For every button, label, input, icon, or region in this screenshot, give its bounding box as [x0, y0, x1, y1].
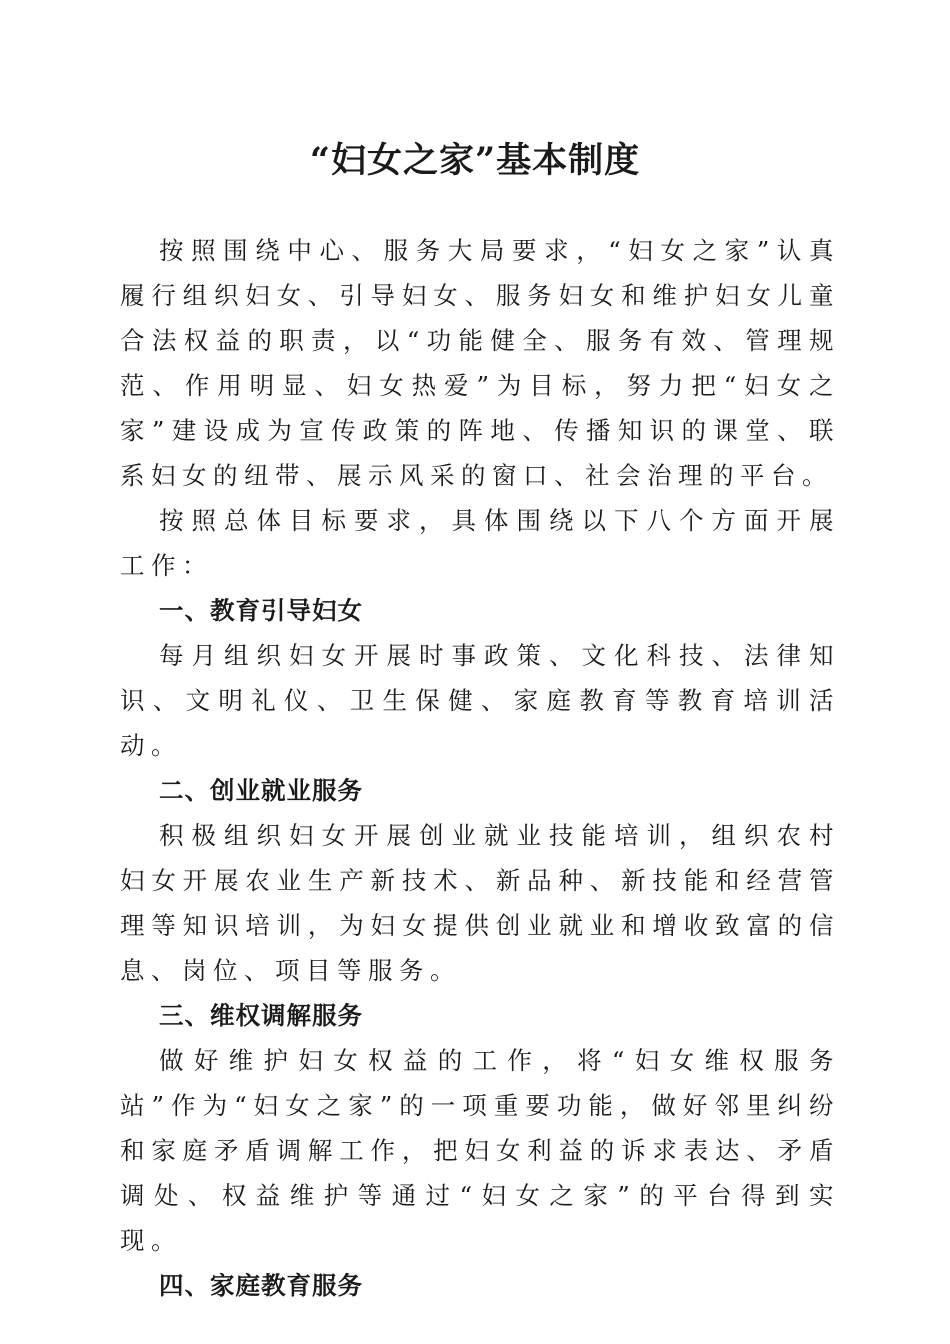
intro-paragraph: 按照总体目标要求，具体围绕以下八个方面开展工作： — [120, 506, 840, 580]
section-paragraph: 积极组织妇女开展创业就业技能培训，组织农村妇女开展农业生产新技术、新品种、新技能和经营管理等知识培训，为妇女提供创业就业和增收致富的信息、岗位、项目等服务。 — [120, 821, 840, 985]
section-heading: 二、创业就业服务 — [159, 776, 363, 805]
section-heading: 四、家庭教育服务 — [159, 1271, 363, 1300]
intro-paragraph: 按照围绕中心、服务大局要求，“妇女之家”认真履行组织妇女、引导妇女、服务妇女和维护妇女儿童合法权益的职责，以“功能健全、服务有效、管理规范、作用明显、妇女热爱”为目标，努力把“妇女之家”建设成为宣传政策的阵地、传播知识的课堂、联系妇女的纽带、展示风采的窗口、社会治理的平台。 — [120, 236, 840, 490]
document-body — [120, 228, 840, 1308]
section-paragraph: 每月组织妇女开展时事政策、文化科技、法律知识、文明礼仪、卫生保健、家庭教育等教育培训活动。 — [120, 641, 840, 760]
section-paragraph: 做好维护妇女权益的工作，将“妇女维权服务站”作为“妇女之家”的一项重要功能，做好邻里纠纷和家庭矛盾调解工作，把妇女利益的诉求表达、矛盾调处、权益维护等通过“妇女之家”的平台得到实现。 — [120, 1046, 840, 1255]
document-title: “妇女之家”基本制度 — [309, 140, 641, 181]
section-heading: 三、维权调解服务 — [159, 1001, 363, 1030]
section-heading: 一、教育引导妇女 — [159, 596, 363, 625]
